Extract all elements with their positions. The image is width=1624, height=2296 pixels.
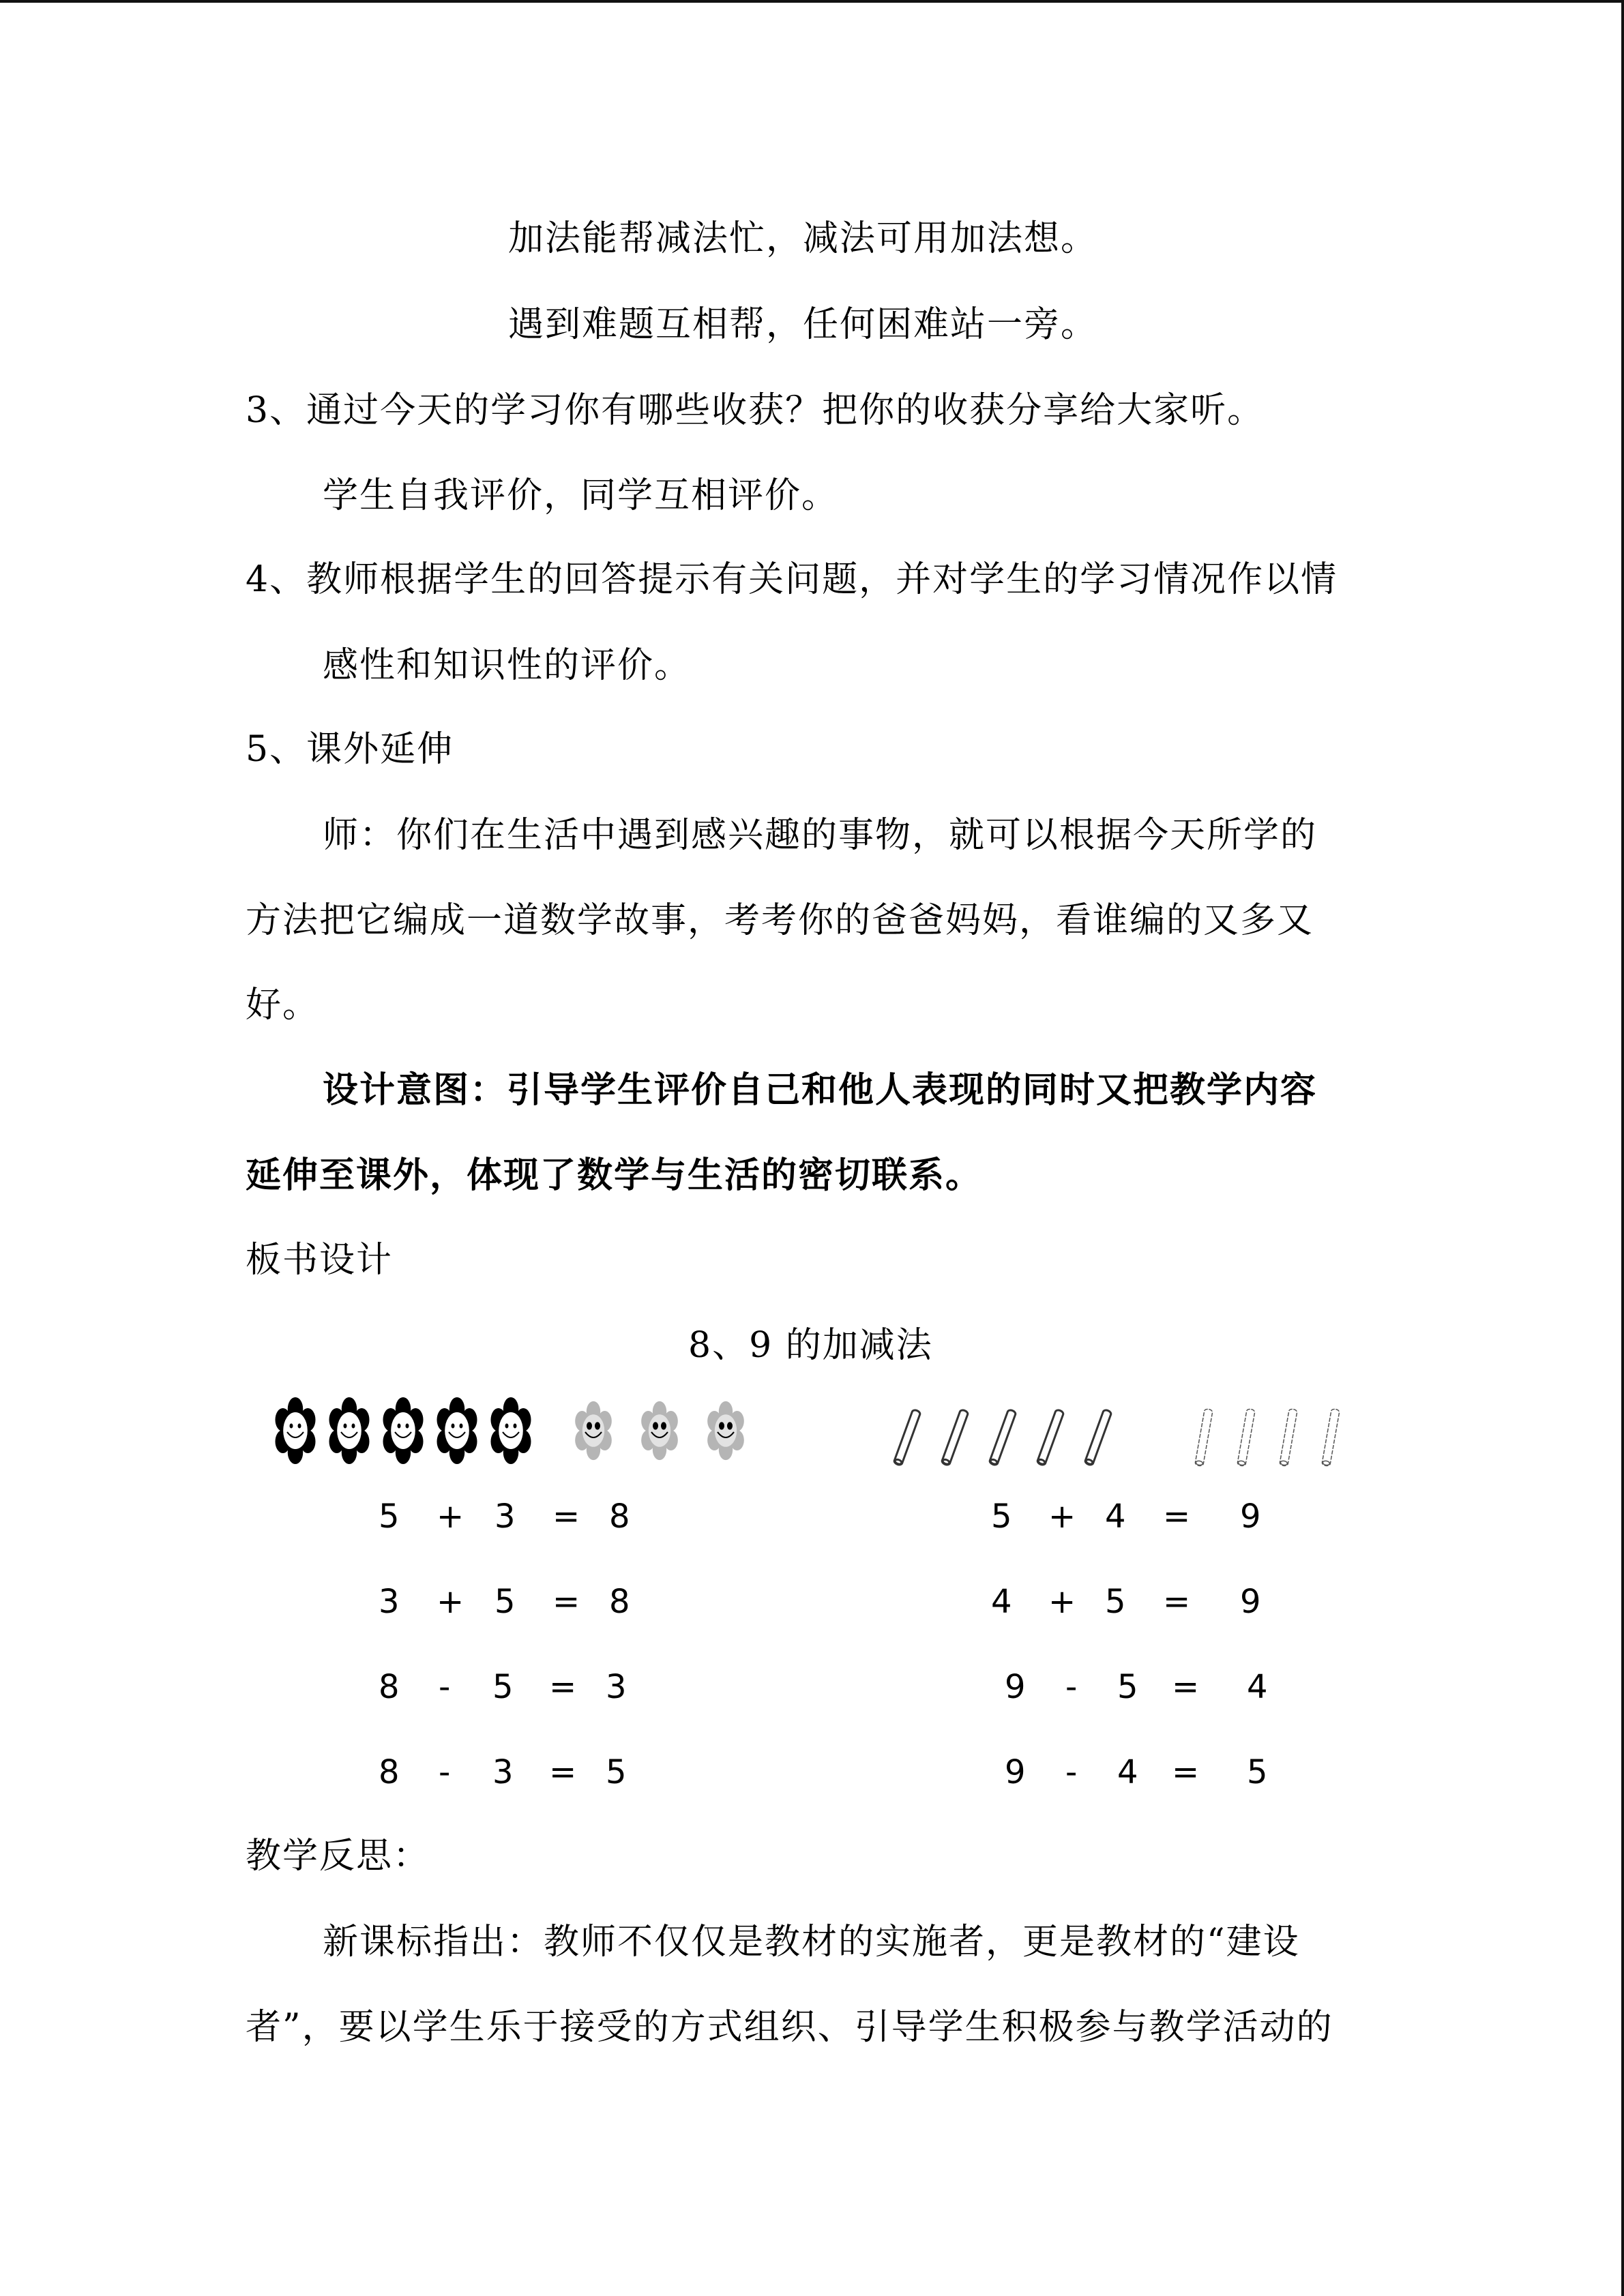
equation-token: 3 (494, 1497, 516, 1536)
text-line: 好。 (246, 985, 320, 1026)
equation-token: = (1172, 1753, 1200, 1791)
equation-token: + (437, 1583, 464, 1621)
text-line: 加法能帮减法忙，减法可用加法想。 (508, 218, 1098, 259)
equation-token: 8 (609, 1497, 630, 1536)
equation-token: 3 (379, 1583, 400, 1621)
equation-token: + (1048, 1497, 1076, 1536)
equation-token: 9 (1240, 1583, 1261, 1621)
equation-token: + (1048, 1583, 1076, 1621)
equation-token: 5 (492, 1668, 514, 1706)
board-title: 8、9 的加减法 (688, 1325, 933, 1366)
stick-light-icon (1226, 1403, 1267, 1474)
equation-token: = (549, 1753, 577, 1791)
text-line: 设计意图：引导学生评价自己和他人表现的同时又把教学内容 (323, 1069, 1318, 1111)
flower-gray-icon (639, 1401, 680, 1463)
page-border-top (0, 0, 1624, 3)
text-line: 遇到难题互相帮，任何困难站一旁。 (508, 304, 1098, 345)
text-line: 4、教师根据学生的回答提示有关问题，并对学生的学习情况作以情 (246, 559, 1338, 600)
equation-token: 9 (1240, 1497, 1261, 1536)
text-line: 延伸至课外，体现了数学与生活的密切联系。 (246, 1154, 983, 1196)
stick-light-icon (1183, 1403, 1224, 1474)
text-line: 师：你们在生活中遇到感兴趣的事物，就可以根据今天所学的 (323, 815, 1318, 856)
text-line: 3、通过今天的学习你有哪些收获？把你的收获分享给大家听。 (246, 390, 1265, 431)
text-line: 方法把它编成一道数学故事，考考你的爸爸妈妈，看谁编的又多又 (246, 900, 1314, 941)
flower-gray-icon (705, 1401, 746, 1463)
reflection-line-1: 新课标指出：教师不仅仅是教材的实施者，更是教材的“建设 (323, 1922, 1300, 1963)
equation-token: 9 (1005, 1668, 1026, 1706)
flower-dark-icon (434, 1397, 479, 1467)
equation-token: + (437, 1497, 464, 1536)
equation-token: 8 (379, 1753, 400, 1791)
reflection-line-2: 者”，要以学生乐于接受的方式组织、引导学生积极参与教学活动的 (246, 2007, 1333, 2048)
equation-token: = (549, 1668, 577, 1706)
text-line: 学生自我评价，同学互相评价。 (323, 475, 839, 516)
equation-token: - (1065, 1753, 1078, 1791)
text-line: 板书设计 (246, 1240, 394, 1281)
equation-token: - (1065, 1668, 1078, 1706)
equation-token: 4 (1247, 1668, 1268, 1706)
reflection-heading: 教学反思： (246, 1836, 430, 1877)
equation-token: 9 (1005, 1753, 1026, 1791)
equation-token: 5 (991, 1497, 1012, 1536)
stick-dark-icon (1030, 1403, 1071, 1474)
text-line: 5、课外延伸 (246, 729, 454, 770)
equation-token: = (552, 1583, 580, 1621)
equation-token: 4 (991, 1583, 1012, 1621)
flower-dark-icon (273, 1397, 318, 1467)
stick-dark-icon (1078, 1403, 1119, 1474)
equation-token: 8 (379, 1668, 400, 1706)
flower-dark-icon (327, 1397, 372, 1467)
stick-dark-icon (982, 1403, 1023, 1474)
equation-token: 8 (609, 1583, 630, 1621)
stick-light-icon (1310, 1403, 1351, 1474)
equation-token: - (439, 1753, 451, 1791)
flower-dark-icon (488, 1397, 533, 1467)
equation-token: - (439, 1668, 451, 1706)
equation-token: = (1172, 1668, 1200, 1706)
stick-dark-icon (887, 1403, 928, 1474)
flower-dark-icon (381, 1397, 426, 1467)
text-line: 感性和知识性的评价。 (323, 645, 692, 686)
page-border-right (1621, 0, 1624, 2296)
equation-token: = (1163, 1583, 1191, 1621)
stick-dark-icon (934, 1403, 975, 1474)
equation-token: 5 (1247, 1753, 1268, 1791)
equation-token: = (552, 1497, 580, 1536)
flower-gray-icon (573, 1401, 614, 1463)
equation-token: 5 (606, 1753, 627, 1791)
equation-token: 3 (492, 1753, 514, 1791)
stick-light-icon (1268, 1403, 1309, 1474)
equation-token: 4 (1105, 1497, 1126, 1536)
equation-token: 5 (1105, 1583, 1126, 1621)
equation-token: 3 (606, 1668, 627, 1706)
equation-token: 5 (1117, 1668, 1138, 1706)
equation-token: 5 (494, 1583, 516, 1621)
equation-token: 5 (379, 1497, 400, 1536)
equation-token: = (1163, 1497, 1191, 1536)
equation-token: 4 (1117, 1753, 1138, 1791)
